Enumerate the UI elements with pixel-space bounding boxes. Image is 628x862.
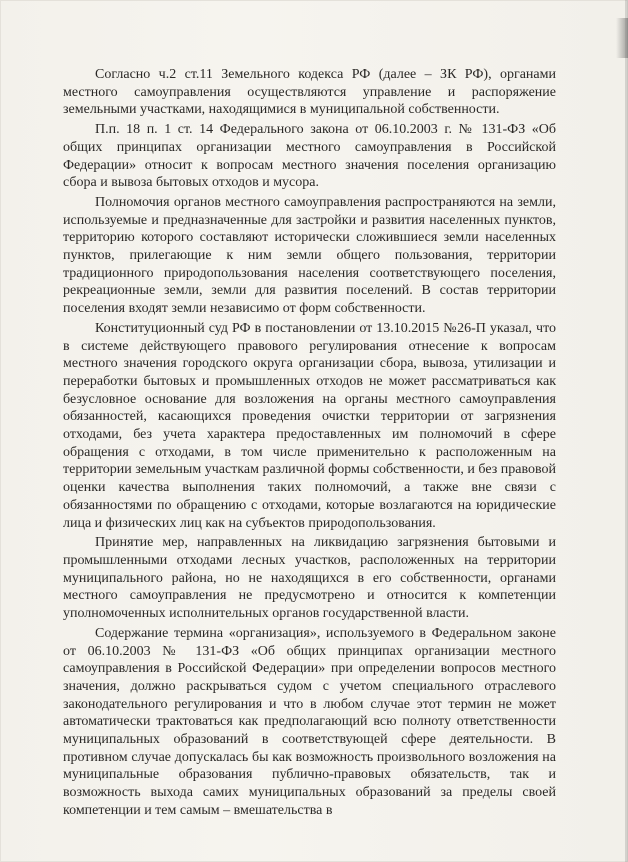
- paragraph-2: П.п. 18 п. 1 ст. 14 Федерального закона от 06.10.2003 г. № 131-ФЗ «Об общих принципах организации местного самоуправления в Российской Федерации» относит к вопросам местного значения поселения организацию сбора и вывоза бытовых отходов и мусора.: [63, 122, 556, 191]
- paragraph-5: Принятие мер, направленных на ликвидацию загрязнения бытовыми и промышленными отходами лесных участков, расположенных на территории муниципального района, но не находящихся в его собственности, органами местного самоуправления не предусмотрено и относится к компетенции уполномоченных исполнительных органов государственной власти.: [63, 535, 556, 622]
- paragraph-3: Полномочия органов местного самоуправления распространяются на земли, используемые и предназначенные для застройки и развития населенных пунктов, территорию которого составляют исторически сложившиеся земли населенных пунктов, прилегающие к ним земли общего пользования, территории традиционного природопользования населения соответствующего поселения, рекреационные земли, земли для развития поселений. В состав территории поселения входят земли независимо от форм собственности.: [63, 194, 556, 317]
- paragraph-1: Согласно ч.2 ст.11 Земельного кодекса РФ (далее – ЗК РФ), органами местного самоуправления осуществляются управление и распоряжение земельными участками, находящимися в муниципальной собственности.: [63, 67, 556, 118]
- paragraph-6: Содержание термина «организация», используемого в Федеральном законе от 06.10.2003 № 131-ФЗ «Об общих принципах организации местного самоуправления в Российской Федерации» при определении вопросов местного значения, должно раскрываться судом с учетом специального отраслевого законодательного регулирования и что в любом случае этот термин не может автоматически трактоваться как предполагающий всю полноту ответственности муниципальных образований в соответствующей сфере деятельности. В противном случае допускалась бы как возможность произвольного возложения на муниципальные образования публично-правовых обязательств, так и возможность выхода самих муниципальных образований за пределы своей компетенции и тем самым – вмешательства в: [63, 625, 556, 818]
- paragraph-4: Конституционный суд РФ в постановлении от 13.10.2015 №26-П указал, что в системе действующего правового регулирования отнесение к вопросам местного значения городского округа организации сбора, вывоза, утилизации и переработки бытовых и промышленных отходов не может рассматриваться как безусловное основание для возложения на органы местного самоуправления обязанностей, касающихся проведения очистки территории от загрязнения отходами, без учета характера предоставленных им полномочий в сфере обращения с отходами, в том числе применительно к расположенным на территории земельным участкам различной формы собственности, и без правовой оценки качества выполнения таких полномочий, а также вне связи с обязанностями по обращению с отходами, которые возлагаются на юридические лица и физических лиц как на субъектов природопользования.: [63, 320, 556, 531]
- document-body: [63, 66, 556, 822]
